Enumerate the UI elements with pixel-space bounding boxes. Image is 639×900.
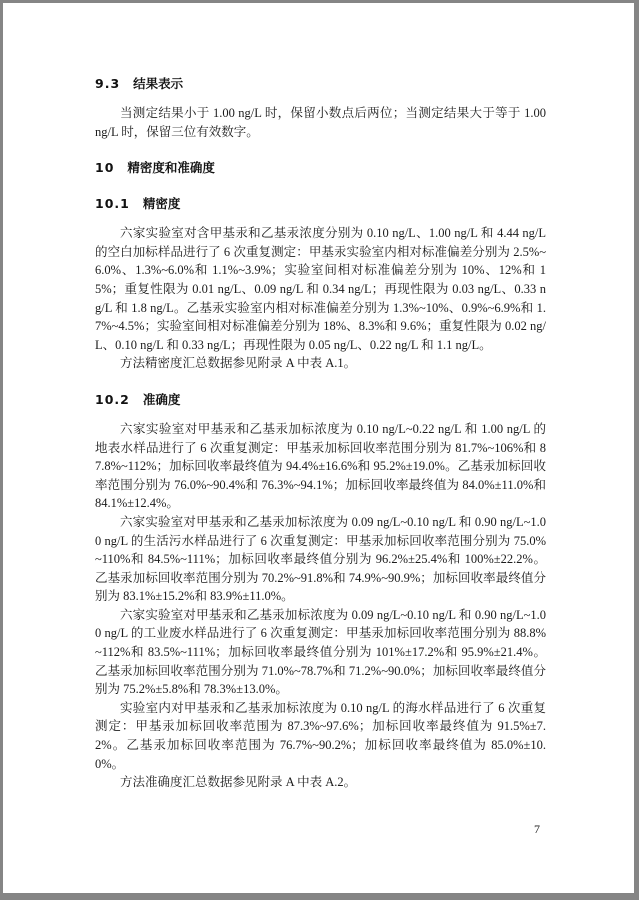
section-number-10-2: 10.2 [95, 391, 130, 407]
section-heading-9-3 [95, 74, 546, 93]
section-title-9-3: 结果表示 [133, 76, 184, 91]
paragraph-precision-appendix-ref: 方法精密度汇总数据参见附录 A 中表 A.1。 [120, 356, 357, 371]
section-title-10-2: 准确度 [142, 391, 181, 407]
section-number-10-1: 10.1 [95, 196, 130, 212]
section-heading-10-1 [95, 194, 546, 213]
document-page [3, 3, 634, 893]
section-title-10-1: 精密度 [142, 196, 181, 212]
section-number-9-3: 9.3 [95, 76, 121, 91]
paragraph-accuracy-surface-water: 六家实验室对甲基汞和乙基汞加标浓度为 0.10 ng/L~0.22 ng/L 和 1.00 ng/L 的地表水样品进行了 6 次重复测定：甲基汞加标回收率范围分别为 81.7%~106%和 87.8%~112%；加标回收率最终值为 94.4%±16.6%和 95.2%±19.0%。乙基汞加标回收率范围分别为 76.0%~90.4%和 76.3%~94.1%；加标回收率最终值为 84.0%±11.0%和 84.1%±12.4%。 [95, 421, 546, 511]
section-number-10: 10 [95, 160, 115, 176]
paragraph-accuracy-domestic-sewage: 六家实验室对甲基汞和乙基汞加标浓度为 0.09 ng/L~0.10 ng/L 和 0.90 ng/L~1.00 ng/L 的生活污水样品进行了 6 次重复测定：甲基汞加标回收率范围分别为 75.0%~110%和 84.5%~111%；加标回收率最终值分别为 96.2%±25.4%和 100%±22.2%。乙基汞加标回收率范围分别为 70.2%~91.8%和 74.9%~90.9%；加标回收率最终值分别为 83.1%±15.2%和 83.9%±11.0%。 [95, 514, 546, 604]
paragraph-result-format: 当测定结果小于 1.00 ng/L 时，保留小数点后两位；当测定结果大于等于 1.00 ng/L 时，保留三位有效数字。 [95, 106, 546, 139]
paragraph-precision-results: 六家实验室对含甲基汞和乙基汞浓度分别为 0.10 ng/L、1.00 ng/L 和 4.44 ng/L 的空白加标样品进行了 6 次重复测定：甲基汞实验室内相对标准偏差分别为 2.5%~6.0%、1.3%~6.0%和 1.1%~3.9%；实验室间相对标准偏差分别为 10%、12%和 15%；重复性限为 0.01 ng/L、0.09 ng/L 和 0.34 ng/L；再现性限为 0.03 ng/L、0.33 ng/L 和 1.8 ng/L。乙基汞实验室内相对标准偏差分别为 1.3%~10%、0.9%~6.9%和 1.7%~4.5%；实验室间相对标准偏差分别为 18%、8.3%和 9.6%；重复性限为 0.02 ng/L、0.10 ng/L 和 0.33 ng/L；再现性限为 0.05 ng/L、0.22 ng/L 和 1.1 ng/L。 [95, 226, 546, 352]
paragraph-accuracy-seawater: 实验室内对甲基汞和乙基汞加标浓度为 0.10 ng/L 的海水样品进行了 6 次重复测定：甲基汞加标回收率范围为 87.3%~97.6%；加标回收率最终值为 91.5%±7.2%。乙基汞加标回收率范围为 76.7%~90.2%；加标回收率最终值为 85.0%±10.0%。 [95, 700, 546, 771]
paragraph-accuracy-appendix-ref: 方法准确度汇总数据参见附录 A 中表 A.2。 [120, 775, 357, 790]
section-heading-10-2 [95, 390, 546, 409]
section-title-10: 精密度和准确度 [127, 160, 215, 176]
paragraph-accuracy-industrial-wastewater: 六家实验室对甲基汞和乙基汞加标浓度为 0.09 ng/L~0.10 ng/L 和 0.90 ng/L~1.00 ng/L 的工业废水样品进行了 6 次重复测定：甲基汞加标回收率范围分别为 88.8%~112%和 83.5%~111%；加标回收率最终值分别为 101%±17.2%和 95.9%±21.4%。乙基汞加标回收率范围分别为 71.0%~78.7%和 71.2%~90.0%；加标回收率最终值分别为 75.2%±5.8%和 78.3%±13.0%。 [95, 607, 546, 697]
page-number: 7 [534, 822, 540, 836]
section-heading-10 [95, 158, 546, 177]
